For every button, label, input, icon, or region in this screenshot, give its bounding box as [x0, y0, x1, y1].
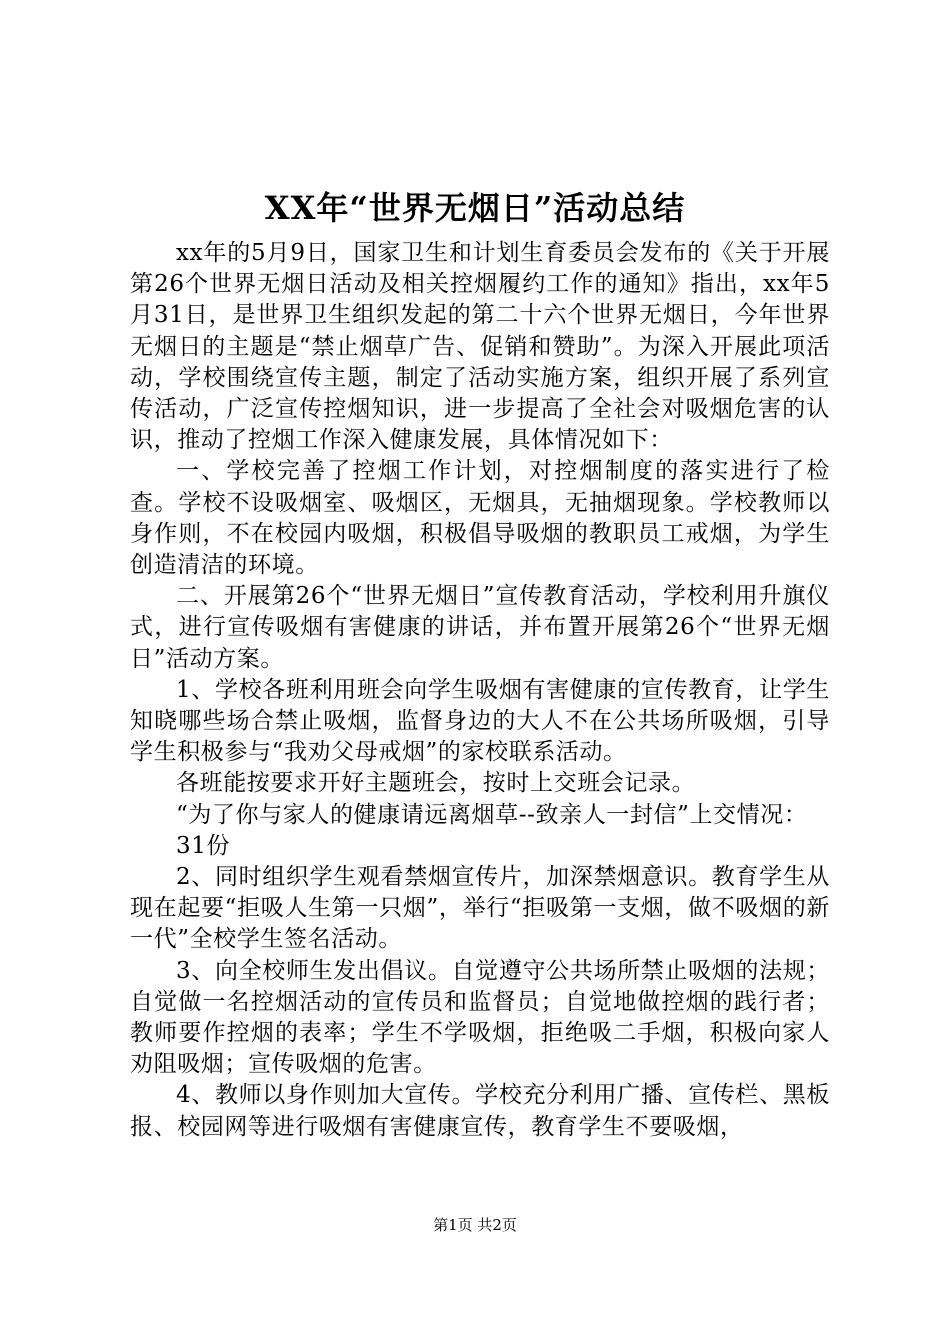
paragraph-item-2: 2、同时组织学生观看禁烟宣传片，加深禁烟意识。教育学生从现在起要“拒吸人生第一只烟”，举行“拒吸第一支烟，做不吸烟的新一代”全校学生签名活动。: [130, 864, 830, 953]
paragraph-item-1: 1、学校各班利用班会向学生吸烟有害健康的宣传教育，让学生知晓哪些场合禁止吸烟，监督身边的大人不在公共场所吸烟，引导学生积极参与“我劝父母戒烟”的家校联系活动。: [130, 676, 830, 766]
paragraph-intro: xx年的5月9日，国家卫生和计划生育委员会发布的《关于开展第26个世界无烟日活动及相关控烟履约工作的通知》指出，xx年5月31日，是世界卫生组织发起的第二十六个世界无烟日，今年世界无烟日的主题是“禁止烟草广告、促销和赞助”。为深入开展此项活动，学校围绕宣传主题，制定了活动实施方案，组织开展了系列宣传活动，广泛宣传控烟知识，进一步提高了全社会对吸烟危害的认识，推动了控烟工作深入健康发展，具体情况如下：: [130, 240, 830, 454]
paragraph-section-2: 二、开展第26个“世界无烟日”宣传教育活动，学校利用升旗仪式，进行宣传吸烟有害健康的讲话，并布置开展第26个“世界无烟日”活动方案。: [130, 583, 830, 672]
document-title: XX年“世界无烟日”活动总结: [264, 189, 686, 227]
document-body: [130, 238, 830, 1143]
paragraph-item-4: 4、教师以身作则加大宣传。学校充分利用广播、宣传栏、黑板报、校园网等进行吸烟有害健康宣传，教育学生不要吸烟，: [130, 1082, 830, 1140]
paragraph-letter-status: “为了你与家人的健康请远离烟草--致亲人一封信”上交情况：: [176, 801, 808, 828]
paragraph-letter-count: 31份: [176, 832, 231, 859]
paragraph-item-3: 3、向全校师生发出倡议。自觉遵守公共场所禁止吸烟的法规；自觉做一名控烟活动的宣传员和监督员；自觉地做控烟的践行者；教师要作控烟的表率；学生不学吸烟，拒绝吸二手烟，积极向家人劝阻吸烟；宣传吸烟的危害。: [130, 957, 830, 1078]
paragraph-section-1: 一、学校完善了控烟工作计划，对控烟制度的落实进行了检查。学校不设吸烟室、吸烟区，无烟具，无抽烟现象。学校教师以身作则，不在校园内吸烟，积极倡导吸烟的教职员工戒烟，为学生创造清洁的环境。: [130, 458, 830, 579]
paragraph-class-meeting: 各班能按要求开好主题班会，按时上交班会记录。: [176, 770, 696, 797]
page-footer: 第1页 共2页: [433, 1216, 517, 1234]
